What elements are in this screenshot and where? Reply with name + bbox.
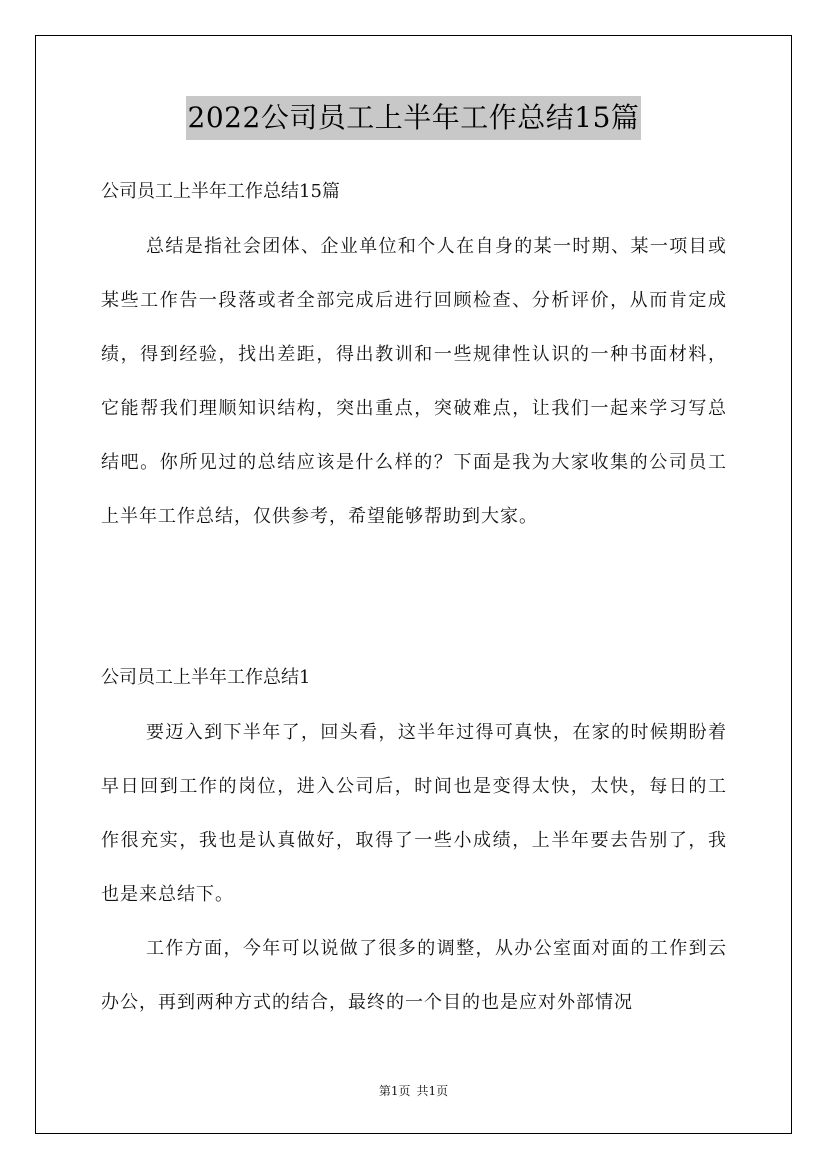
document-title: 2022公司员工上半年工作总结15篇 bbox=[186, 96, 642, 140]
page-footer bbox=[0, 1082, 827, 1100]
body-paragraph: 要迈入到下半年了，回头看，这半年过得可真快，在家的时候期盼着早日回到工作的岗位，进入公司后，时间也是变得太快，太快，每日的工作很充实，我也是认真做好，取得了一些小成绩，上半年要去告别了，我也是来总结下。 bbox=[101, 722, 727, 905]
document-subtitle: 公司员工上半年工作总结15篇 bbox=[101, 181, 340, 202]
title-container bbox=[0, 96, 827, 140]
section-heading: 公司员工上半年工作总结1 bbox=[101, 667, 311, 688]
intro-paragraph: 总结是指社会团体、企业单位和个人在自身的某一时期、某一项目或某些工作告一段落或者全部完成后进行回顾检查、分析评价，从而肯定成绩，得到经验，找出差距，得出教训和一些规律性认识的一种书面材料，它能帮我们理顺知识结构，突出重点，突破难点，让我们一起来学习写总结吧。你所见过的总结应该是什么样的？下面是我为大家收集的公司员工上半年工作总结，仅供参考，希望能够帮助到大家。 bbox=[101, 236, 727, 527]
body-paragraph: 工作方面，今年可以说做了很多的调整，从办公室面对面的工作到云办公，再到两种方式的结合，最终的一个目的也是应对外部情况 bbox=[101, 938, 727, 1013]
page-number: 第1页 bbox=[378, 1084, 411, 1098]
page-total: 共1页 bbox=[416, 1084, 449, 1098]
